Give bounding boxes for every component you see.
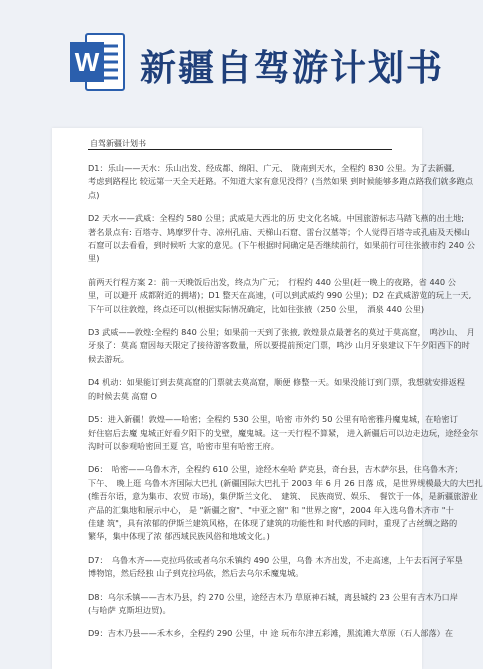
paragraph-line: D2 天水——武威：全程约 580 公里；武威是大西北的历 史文化名城。中国旅游标志马踏飞燕的出土地;	[88, 213, 464, 224]
header-banner	[0, 0, 474, 128]
paragraph-line: D5：进入新疆！敦煌——哈密；全程约 530 公里，哈密 市外约 50 公里有哈密雅丹魔鬼城，在哈密订	[88, 414, 458, 425]
paragraph-line: 牙泉了：莫高 窟因每天限定了接待游客数量，所以要提前预定门票，鸣沙 山月牙泉建议下午夕阳西下的时	[88, 340, 470, 351]
header-divider	[88, 149, 392, 150]
paragraph-line: D6： 哈密——乌鲁木齐，全程约 610 公里，途经木垒哈 萨克县，奇台县，吉木萨尔县，住乌鲁木齐；	[88, 464, 463, 475]
paragraph-line: 博物馆，然后经独 山子到克拉玛依，然后去乌尔禾魔鬼城。	[88, 568, 304, 579]
paragraph	[88, 591, 458, 618]
paragraph-line: 的时候去莫 高窟 O	[88, 390, 157, 401]
running-title: 自驾新疆计划书	[90, 139, 146, 148]
paragraph	[88, 276, 472, 316]
paragraph-line: 候去游玩。	[88, 353, 129, 364]
paragraph	[88, 212, 475, 266]
paragraph-line: D9：吉木乃县——禾木乡，全程约 290 公里，中 途 玩布尔津五彩滩，黑流滩大草原（石人部落）在	[88, 628, 454, 639]
paragraph-line: 好住宿后去魔 鬼城正好看夕阳下的戈壁，魔鬼城。这一天行程不算紧， 进入新疆后可以边走边玩，途经金尔	[88, 427, 479, 438]
paragraph-line: 里)	[88, 253, 100, 264]
paragraph-line: 著名景点有: 百塔寺、鸠摩罗什寺、凉州孔庙、天梯山石窟、雷台汉墓等；个人觉得百塔寺或孔庙及天梯山	[88, 226, 470, 237]
logo-letter: W	[74, 47, 100, 77]
paragraph-line: D8：乌尔禾镇——吉木乃县，约 270 公里，途经吉木乃 草原神石城，离县城约 23 公里有吉木乃口岸	[88, 591, 458, 602]
paragraph-line: 里，可以避开 成都附近的拥堵)；D1 整天在高速，(可以到武威约 990 公里)；D2 在武威游览的玩上一天,	[88, 290, 472, 301]
paragraph-line: D7： 乌鲁木齐——克拉玛依或者乌尔禾镇约 490 公里，乌鲁 木齐出发，不走高速，上午去石河子军垦	[88, 554, 463, 565]
paragraph	[88, 326, 475, 366]
paragraph	[88, 413, 479, 453]
paragraph-line: (维吾尔语，意为集市、农贸 市场)，集伊斯兰文化、 建筑、 民族商贸、娱乐、 餐饮于一体，是新疆旅游业	[88, 491, 478, 502]
paragraph	[88, 463, 483, 543]
paragraph-line: 石窟可以去看看，到时候听 大家的意见。(下午根据时间确定是否继续前行，如果前行可往张掖市约 240 公	[88, 240, 475, 251]
paragraph-line: D1：乐山——天水：乐山出发、经成都、绵阳、广元、 陇南到天水，全程约 830 公里。为了去新疆,	[88, 163, 455, 173]
page-title: 新疆自驾游计划书	[140, 48, 445, 89]
paragraph-line: 下午可以往敦煌，终点还可以(根据实际情况确定，比如往张掖（250 公里， 酒泉 440 公里)	[88, 303, 425, 314]
paragraph-line: (与哈萨 克斯坦边贸)。	[88, 604, 171, 615]
paragraph-line: 下午、 晚上逛 乌鲁木齐国际大巴扎 (新疆国际大巴扎于 2003 年 6 月 26 日落 成，是世界规模最大的大巴扎	[88, 477, 483, 488]
paragraph	[88, 554, 463, 581]
paragraph-line: 点)	[88, 189, 100, 200]
paragraph-line: D3 武威——敦煌:全程约 840 公里；如果前一天到了张掖, 敦煌景点最著名的莫过于莫高窟， 鸣沙山、 月	[88, 327, 475, 338]
paragraph-line: D4 机动：如果能订到去莫高窟的门票就去莫高窟，顺便 修整一天。如果没能订到门票，我想就安排返程	[88, 377, 465, 388]
paragraph-line: 前两天行程方案 2：前一天晚饭后出发，终点为广元； 行程约 440 公里(赶一晚上的夜路，省 440 公	[88, 276, 456, 287]
document-page	[52, 128, 483, 669]
paragraph-line: 考虑到路程比 较远第一天全天赶路。不知道大家有意见没得？(当然如果 到时候能够多跑点路我们就多跑点	[88, 176, 474, 187]
paragraph-line: 佳建 筑"，具有浓郁的伊斯兰建筑风格，在体现了建筑的功能性和 时代感的同时，重现了古丝绸之路的	[88, 517, 458, 528]
paragraph	[88, 376, 465, 403]
word-document-icon	[68, 30, 126, 94]
paragraph	[88, 627, 454, 640]
document-body	[88, 162, 483, 651]
paragraph-line: 沟时可以参观哈密回王夏 宫，哈密市里有哈密王府。	[88, 440, 279, 451]
paragraph	[88, 162, 474, 202]
paragraph-line: 产品的汇集地和展示中心， 是 "新疆之窗"、"中亚之窗" 和 "世界之窗"，2004 年入选乌鲁木齐市 "十	[88, 504, 454, 515]
paragraph-line: 繁华，集中体现了浓 郁西域民族风俗和地域文化。)	[88, 531, 270, 542]
